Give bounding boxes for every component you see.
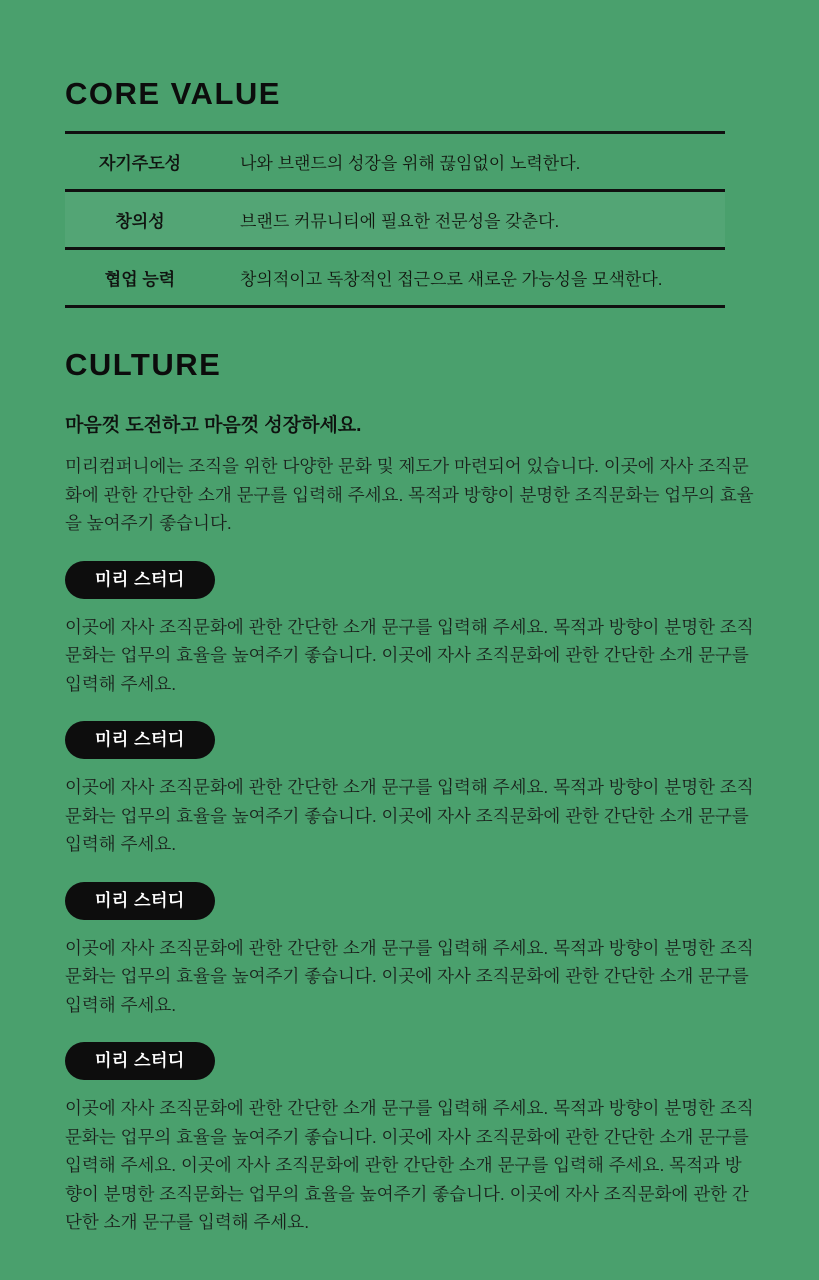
culture-lead-text: 마음껏 도전하고 마음껏 성장하세요. bbox=[65, 415, 362, 436]
core-value-row-label: 협업 능력 bbox=[104, 270, 176, 289]
culture-item-paragraph: 이곳에 자사 조직문화에 관한 간단한 소개 문구를 입력해 주세요. 목적과 방향이 분명한 조직문화는 업무의 효율을 높여주기 좋습니다. 이곳에 자사 조직문화에 관한 간단한 소개 문구를 입력해 주세요. bbox=[65, 937, 754, 1015]
core-value-row-label: 창의성 bbox=[115, 212, 165, 231]
culture-item-paragraph: 이곳에 자사 조직문화에 관한 간단한 소개 문구를 입력해 주세요. 목적과 방향이 분명한 조직문화는 업무의 효율을 높여주기 좋습니다. 이곳에 자사 조직문화에 관한 간단한 소개 문구를 입력해 주세요. bbox=[65, 777, 754, 854]
culture-item bbox=[65, 1042, 755, 1237]
miri-study-badge: 미리 스터디 bbox=[65, 561, 215, 599]
table-row bbox=[65, 134, 725, 192]
core-value-row-description: 창의적이고 독창적인 접근으로 새로운 가능성을 모색한다. bbox=[240, 270, 663, 289]
culture-item-paragraph: 이곳에 자사 조직문화에 관한 간단한 소개 문구를 입력해 주세요. 목적과 방향이 분명한 조직문화는 업무의 효율을 높여주기 좋습니다. 이곳에 자사 조직문화에 관한 간단한 소개 문구를 입력해 주세요. bbox=[65, 616, 754, 694]
core-value-row-description: 브랜드 커뮤니티에 필요한 전문성을 갖춘다. bbox=[240, 212, 560, 231]
core-value-table bbox=[65, 131, 725, 308]
core-value-row-label: 자기주도성 bbox=[98, 154, 182, 173]
miri-study-badge: 미리 스터디 bbox=[65, 721, 215, 759]
culture-title: CULTURE bbox=[65, 347, 222, 382]
culture-item bbox=[65, 561, 755, 699]
culture-item bbox=[65, 721, 755, 859]
miri-study-badge: 미리 스터디 bbox=[65, 1042, 215, 1080]
culture-intro-paragraph: 미리컴퍼니에는 조직을 위한 다양한 문화 및 제도가 마련되어 있습니다. 이곳에 자사 조직문화에 관한 간단한 소개 문구를 입력해 주세요. 목적과 방향이 분명한 조직문화는 업무의 효율을 높여주기 좋습니다. bbox=[65, 456, 754, 533]
table-row bbox=[65, 192, 725, 250]
miri-study-badge: 미리 스터디 bbox=[65, 882, 215, 920]
core-value-row-description: 나와 브랜드의 성장을 위해 끊임없이 노력한다. bbox=[240, 154, 581, 173]
core-value-title: CORE VALUE bbox=[65, 76, 281, 111]
table-row bbox=[65, 250, 725, 308]
culture-item bbox=[65, 882, 755, 1020]
culture-item-paragraph: 이곳에 자사 조직문화에 관한 간단한 소개 문구를 입력해 주세요. 목적과 방향이 분명한 조직문화는 업무의 효율을 높여주기 좋습니다. 이곳에 자사 조직문화에 관한 간단한 소개 문구를 입력해 주세요. 이곳에 자사 조직문화에 관한 간단한 소개 문구를 입력해 주세요. 목적과 방향이 분명한 조직문화는 업무의 효율을 높여주기 좋습니다. 이곳에 자사 조직문화에 관한 간단한 소개 문구를 입력해 주세요. bbox=[65, 1098, 754, 1232]
